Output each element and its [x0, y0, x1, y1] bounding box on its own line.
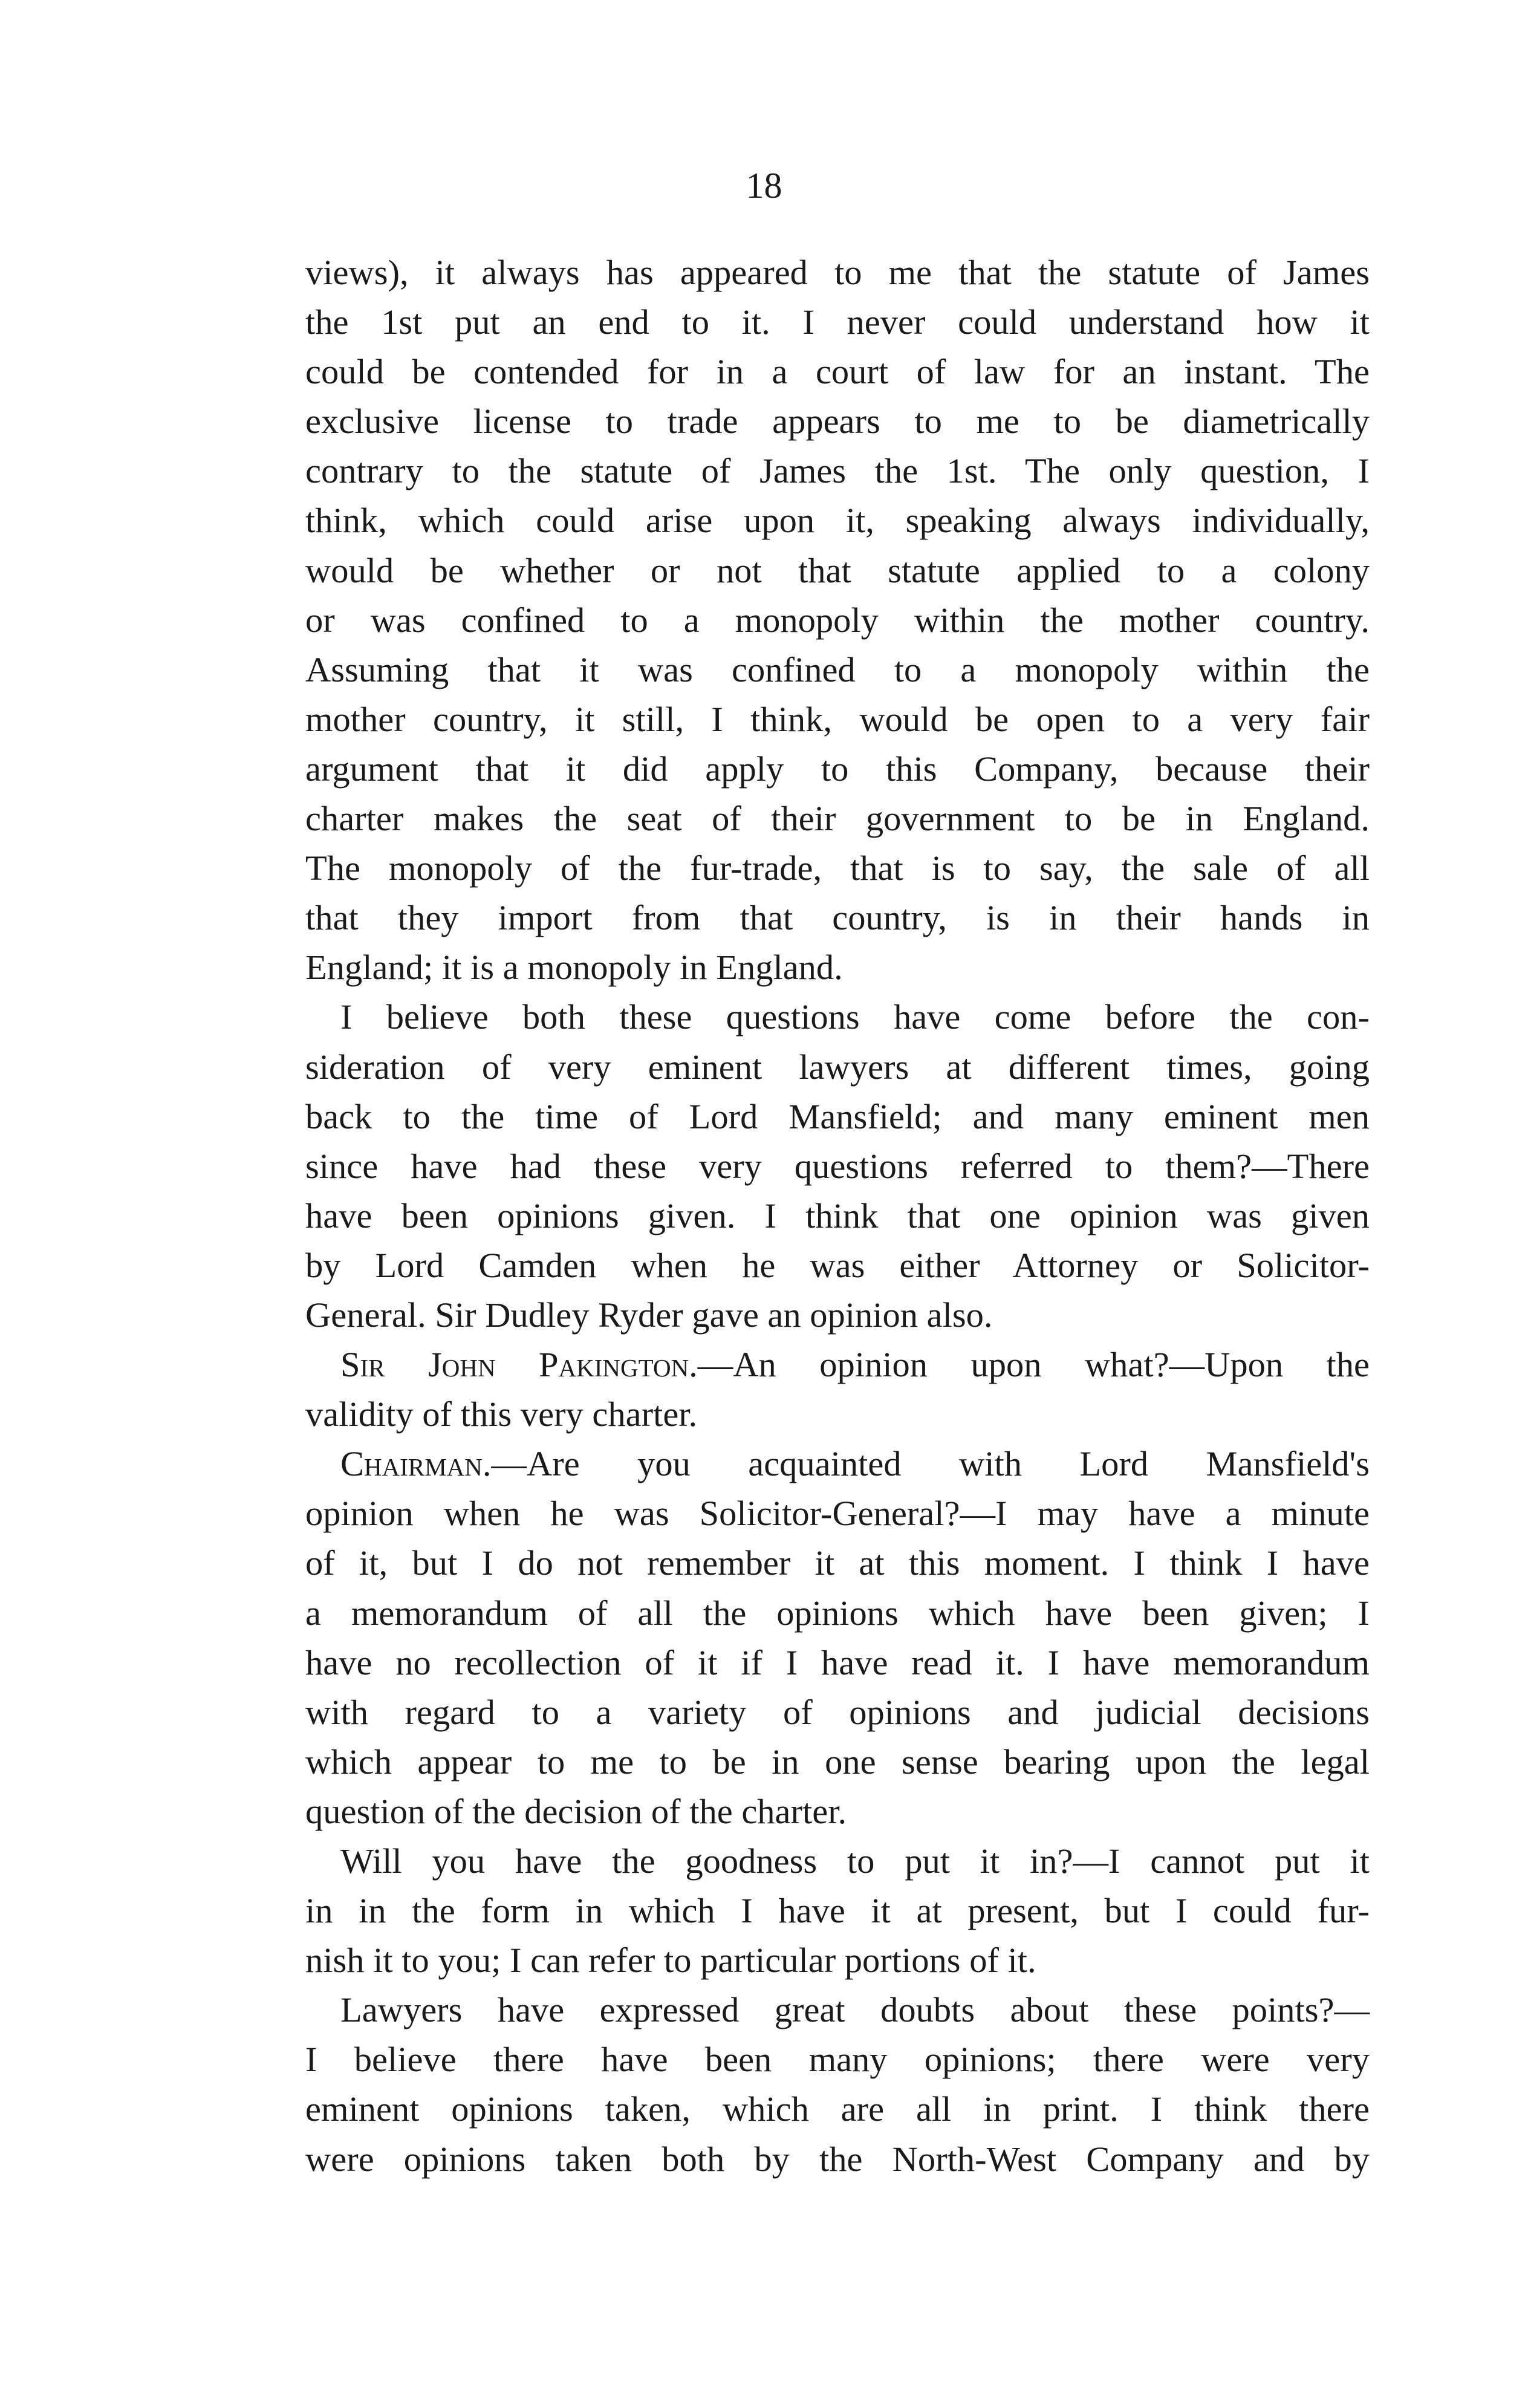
paragraph-3	[305, 1340, 1370, 1439]
paragraph-1	[305, 248, 1370, 992]
text-line: have no recollection of it if I have read it. I have memorandum	[305, 1642, 1370, 1682]
text-line	[305, 1439, 1370, 1489]
text-line: General. Sir Dudley Ryder gave an opinion also.	[305, 1295, 993, 1335]
text-line: back to the time of Lord Mansfield; and many eminent men	[305, 1096, 1370, 1136]
text-line: views), it always has appeared to me that the statute of James	[305, 253, 1370, 292]
line-text: —Are you acquainted with Lord Mansfield's	[491, 1444, 1370, 1484]
text-line: I believe both these questions have come before the con-	[340, 997, 1370, 1037]
speaker-name: Chairman.	[340, 1444, 492, 1484]
text-line: Will you have the goodness to put it in?—I cannot put it	[340, 1841, 1370, 1881]
text-line: were opinions taken both by the North-West Company and by	[305, 2139, 1370, 2179]
page-number: 18	[746, 166, 782, 206]
text-line: I believe there have been many opinions; there were very	[305, 2040, 1370, 2080]
text-line: think, which could arise upon it, speaking always individually,	[305, 501, 1370, 541]
text-line: exclusive license to trade appears to me to be diametrically	[305, 402, 1370, 441]
text-line: of it, but I do not remember it at this moment. I think I have	[305, 1543, 1370, 1583]
text-line: opinion when he was Solicitor-General?—I may have a minute	[305, 1494, 1370, 1534]
speaker-name: Sir John Pakington.	[340, 1345, 698, 1385]
text-line: argument that it did apply to this Company, because their	[305, 749, 1370, 789]
text-line	[305, 1340, 1370, 1390]
paragraph-6	[305, 1985, 1370, 2184]
text-line: could be contended for in a court of law for an instant. The	[305, 352, 1370, 392]
text-line: the 1st put an end to it. I never could understand how it	[305, 302, 1370, 342]
text-line: contrary to the statute of James the 1st. The only question, I	[305, 451, 1370, 491]
paragraph-2	[305, 992, 1370, 1340]
text-line: a memorandum of all the opinions which have been given; I	[305, 1593, 1370, 1633]
text-line: which appear to me to be in one sense bearing upon the legal	[305, 1742, 1370, 1782]
text-line: or was confined to a monopoly within the mother country.	[305, 600, 1370, 640]
text-line: would be whether or not that statute applied to a colony	[305, 550, 1370, 590]
text-line: sideration of very eminent lawyers at different times, going	[305, 1047, 1370, 1087]
body-text	[305, 248, 1370, 2184]
text-line: nish it to you; I can refer to particular portions of it.	[305, 1941, 1036, 1980]
line-text: —An opinion upon what?—Upon the	[697, 1345, 1370, 1385]
text-line: charter makes the seat of their government to be in England.	[305, 799, 1370, 839]
text-line: England; it is a monopoly in England.	[305, 948, 843, 988]
text-line: that they import from that country, is in their hands in	[305, 898, 1370, 938]
text-line: in in the form in which I have it at present, but I could fur-	[305, 1891, 1370, 1931]
text-line: with regard to a variety of opinions and judicial decisions	[305, 1692, 1370, 1732]
paragraph-4	[305, 1439, 1370, 1837]
text-line: question of the decision of the charter.	[305, 1791, 847, 1831]
text-line: by Lord Camden when he was either Attorney or Solicitor-	[305, 1245, 1370, 1285]
text-line: since have had these very questions referred to them?—There	[305, 1146, 1370, 1186]
text-line: eminent opinions taken, which are all in print. I think there	[305, 2089, 1370, 2129]
text-line: The monopoly of the fur-trade, that is to say, the sale of all	[305, 848, 1370, 888]
text-line: have been opinions given. I think that one opinion was given	[305, 1196, 1370, 1235]
paragraph-5	[305, 1837, 1370, 1985]
text-line: validity of this very charter.	[305, 1394, 698, 1434]
text-line: mother country, it still, I think, would be open to a very fair	[305, 699, 1370, 739]
text-line: Assuming that it was confined to a monopoly within the	[305, 649, 1370, 689]
text-line: Lawyers have expressed great doubts about these points?—	[340, 1990, 1370, 2030]
